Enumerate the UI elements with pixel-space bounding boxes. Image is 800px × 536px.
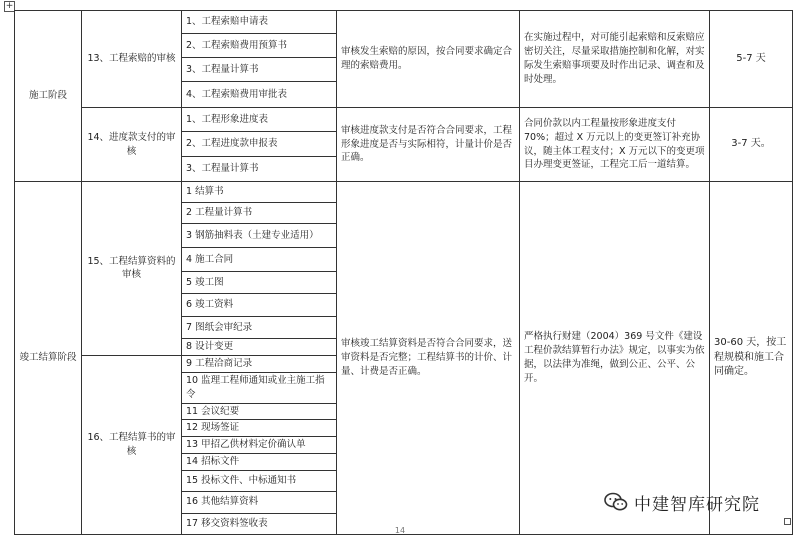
table-row	[15, 11, 793, 34]
doc-item: 3、工程量计算书	[182, 58, 337, 82]
days-13: 5-7 天	[710, 11, 793, 108]
item-title-14: 14、进度款支付的审核	[82, 108, 182, 182]
stage-label: 竣工结算阶段	[19, 351, 77, 363]
requirement-completion: 严格执行财建（2004）369 号文件《建设工程价款结算暂行办法》规定，以事实为依据，以法律为准绳，做到公正、公平、公开。	[520, 182, 710, 535]
doc-item: 9 工程洽商记录	[182, 355, 337, 372]
doc-item: 2、工程索赔费用预算书	[182, 34, 337, 58]
doc-item: 14 招标文件	[182, 453, 337, 470]
doc-item: 3 钢筋抽料表（土建专业适用）	[182, 224, 337, 248]
table-row	[15, 108, 793, 132]
doc-item: 16 其他结算资料	[182, 491, 337, 513]
days-completion: 30-60 天，按工程规模和施工合同确定。	[710, 182, 793, 535]
doc-item: 10 监理工程师通知或业主施工指令	[182, 372, 337, 403]
item-title-15: 15、工程结算资料的审核	[82, 182, 182, 356]
requirement-14: 合同价款以内工程量按形象进度支付 70%；超过 X 万元以上的变更签订补充协议，随主体工程支付；X 万元以下的变更项目办理变更签证，工程完工后一道结算。	[520, 108, 710, 182]
doc-item: 15 投标文件、中标通知书	[182, 470, 337, 491]
table-resize-handle-icon[interactable]	[784, 518, 791, 525]
stage-cell-completion	[15, 182, 82, 535]
watermark	[604, 490, 794, 514]
doc-item: 7 图纸会审纪录	[182, 317, 337, 339]
stage-label: 施工阶段	[28, 90, 67, 102]
doc-item: 4 施工合同	[182, 248, 337, 272]
doc-item: 4、工程索赔费用审批表	[182, 82, 337, 108]
doc-item: 13 甲招乙供材料定价确认单	[182, 437, 337, 454]
doc-item: 5 竣工图	[182, 272, 337, 294]
stage-cell-construction	[15, 11, 82, 182]
days-14: 3-7 天。	[710, 108, 793, 182]
doc-item: 12 现场签证	[182, 420, 337, 437]
requirement-13: 在实施过程中，对可能引起索赔和反索赔应密切关注，尽量采取措施控制和化解，对实际发生索赔事项要及时作出记录、调查和及时处理。	[520, 11, 710, 108]
doc-item: 11 会议纪要	[182, 403, 337, 420]
description-14: 审核进度款支付是否符合合同要求，工程形象进度是否与实际相符，计量计价是否正确。	[337, 108, 520, 182]
doc-item: 2 工程量计算书	[182, 203, 337, 224]
table-move-handle-icon[interactable]: +	[5, 1, 14, 11]
item-title-16: 16、工程结算书的审核	[82, 355, 182, 534]
audit-process-table	[14, 10, 793, 535]
table-row	[15, 182, 793, 203]
doc-item: 8 设计变更	[182, 339, 337, 356]
doc-item: 17 移交资料签收表	[182, 513, 337, 534]
doc-item: 1、工程索赔申请表	[182, 11, 337, 34]
doc-item: 1、工程形象进度表	[182, 108, 337, 132]
item-title-13: 13、工程索赔的审核	[82, 11, 182, 108]
wechat-icon	[604, 492, 628, 512]
doc-item: 1 结算书	[182, 182, 337, 203]
description-13: 审核发生索赔的原因，按合同要求确定合理的索赔费用。	[337, 11, 520, 108]
watermark-text: 中建智库研究院	[634, 494, 760, 515]
doc-item: 2、工程进度款申报表	[182, 132, 337, 157]
doc-item: 6 竣工资料	[182, 294, 337, 317]
description-completion: 审核竣工结算资料是否符合合同要求，送审资料是否完整；工程结算书的计价、计量、计费是否正确。	[337, 182, 520, 535]
doc-item: 3、工程量计算书	[182, 157, 337, 182]
page-number: 14	[394, 526, 406, 535]
